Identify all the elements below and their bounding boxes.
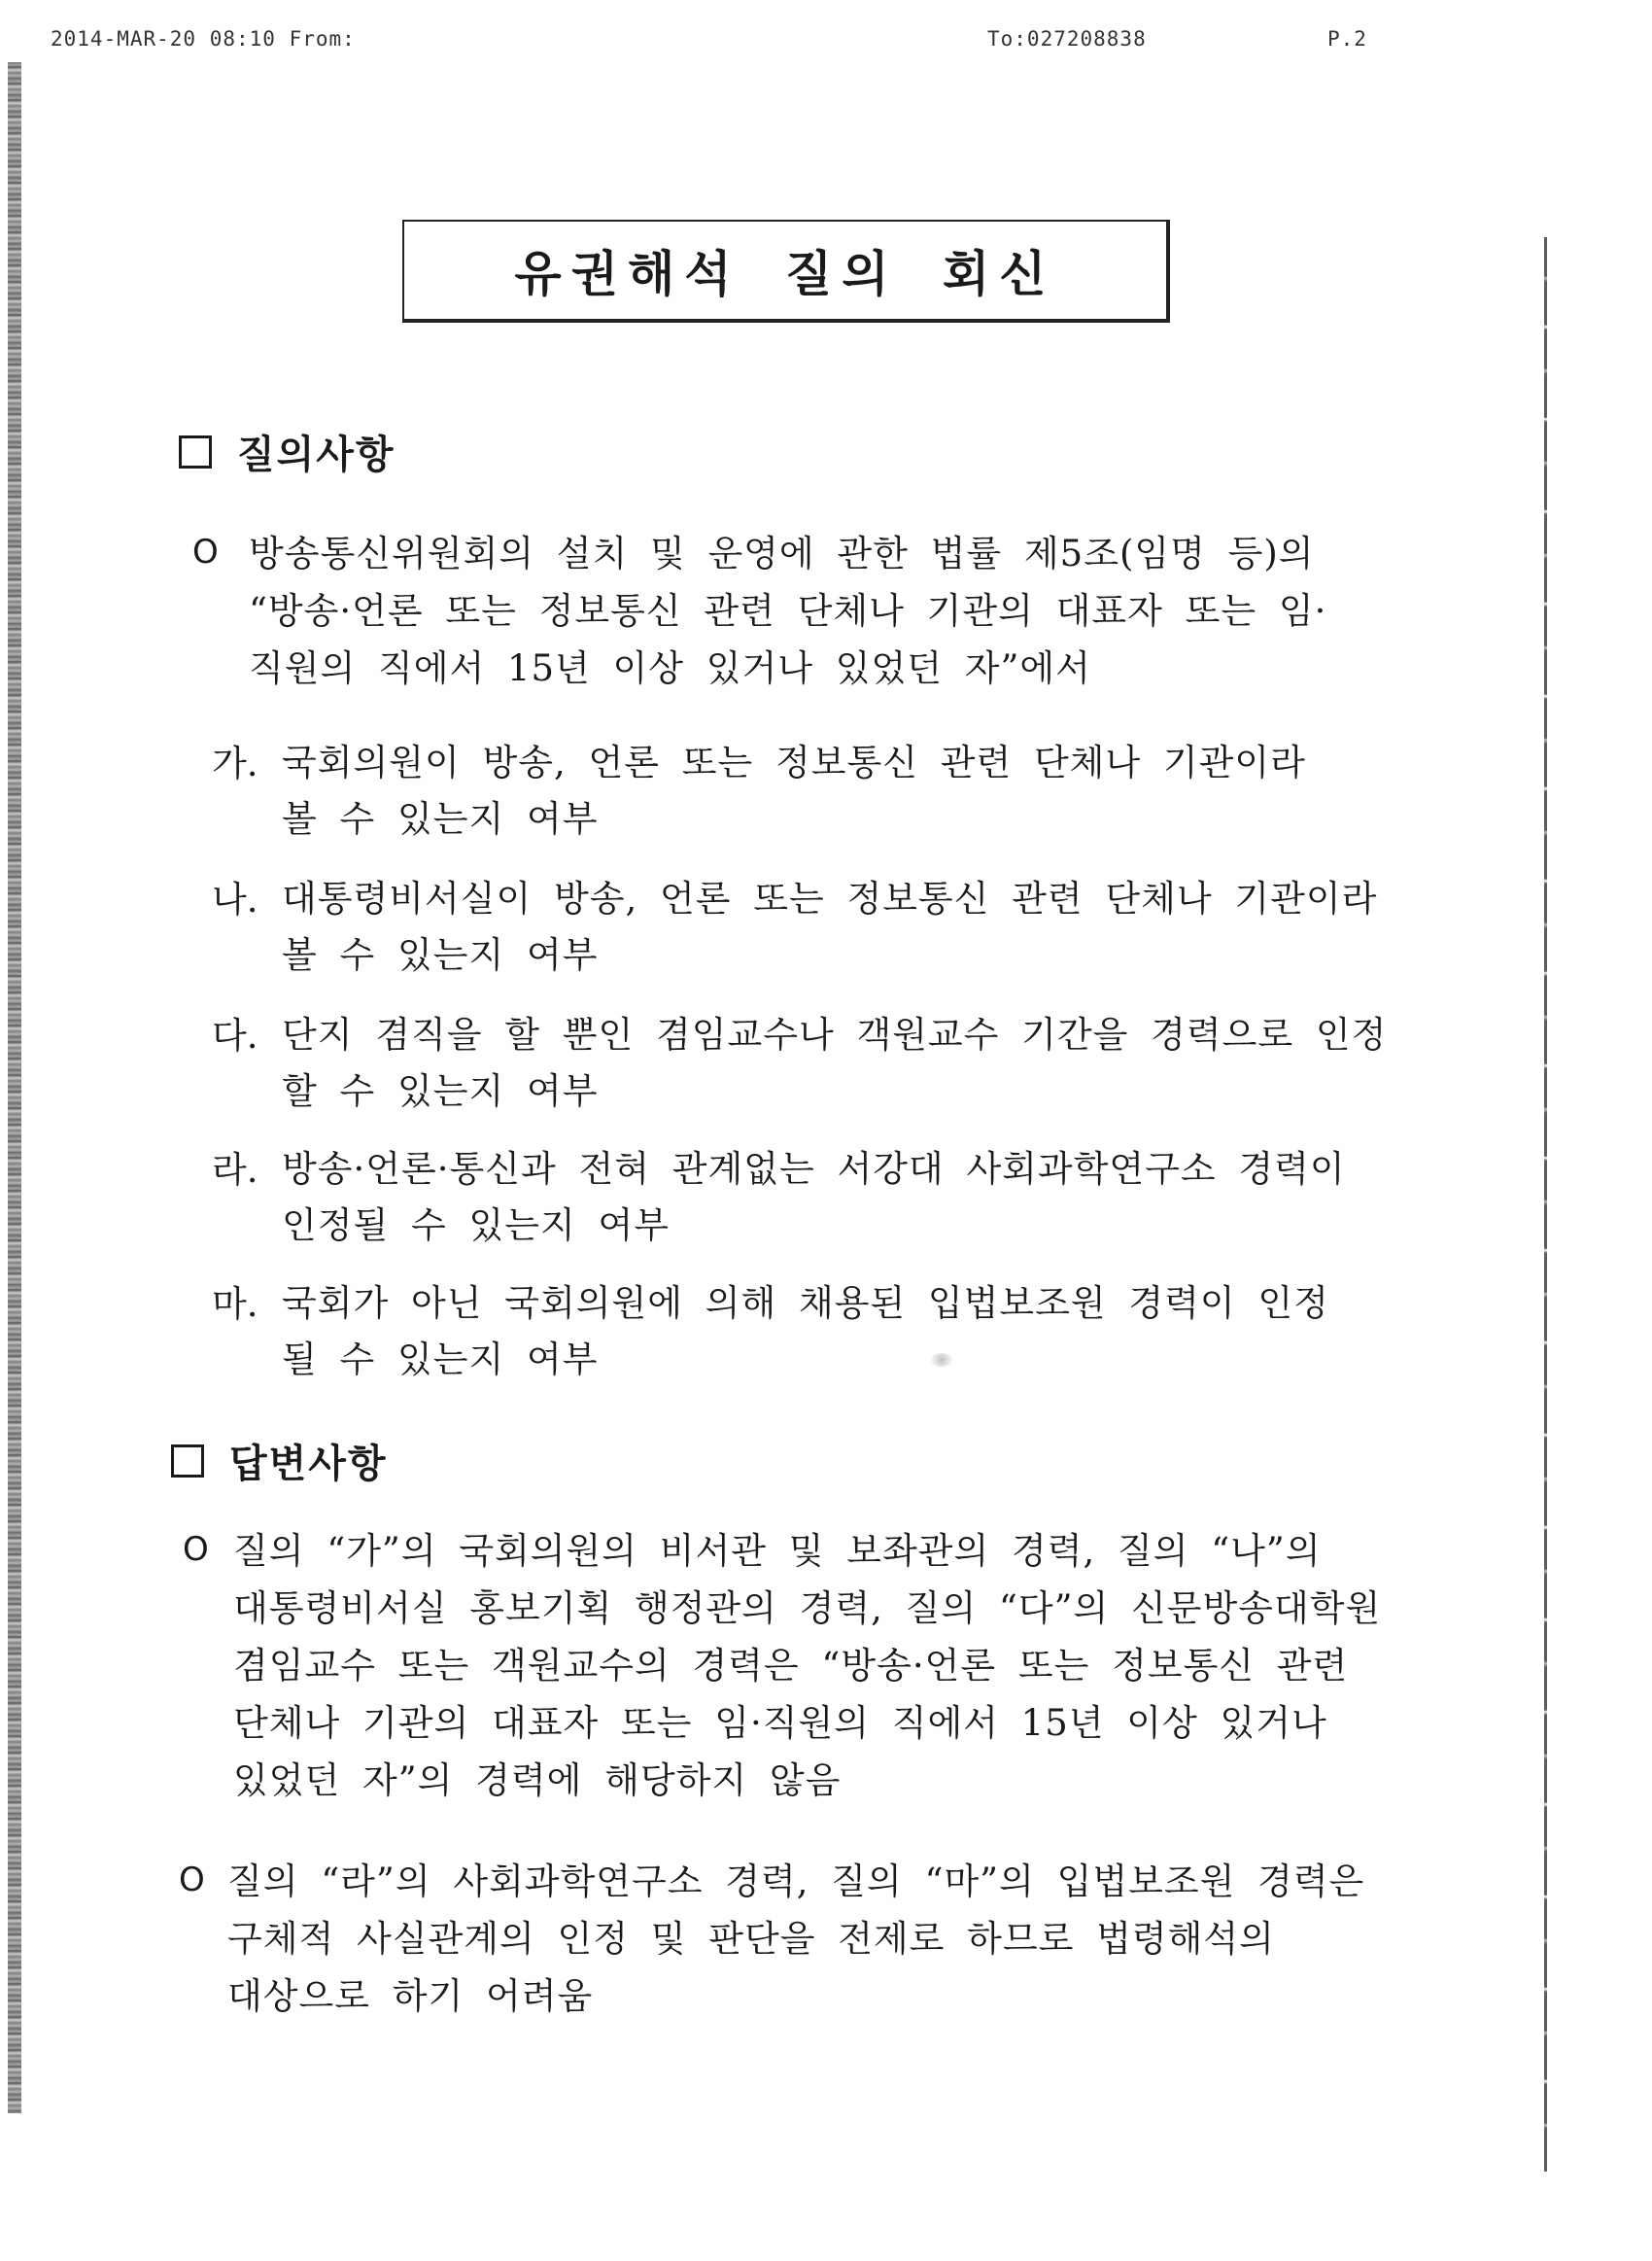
inquiry-item-line: 볼 수 있는지 여부 — [282, 934, 599, 976]
inquiry-item-line: 인정될 수 있는지 여부 — [282, 1204, 670, 1246]
answer-section-heading — [171, 1433, 388, 1488]
answer-line: 질의 “라”의 사회과학연구소 경력, 질의 “마”의 입법보조원 경력은 — [227, 1861, 1365, 1902]
answer-line: 있었던 자”의 경력에 해당하지 않음 — [233, 1759, 842, 1801]
inquiry-item-line: 볼 수 있는지 여부 — [282, 798, 599, 840]
fax-page-number: P.2 — [1327, 27, 1367, 51]
inquiry-item-line: 할 수 있는지 여부 — [282, 1070, 599, 1112]
inquiry-item-line: 국회의원이 방송, 언론 또는 정보통신 관련 단체나 기관이라 — [282, 742, 1306, 783]
fax-to-number: To:027208838 — [987, 27, 1147, 51]
answer-heading: 답변사항 — [229, 1442, 388, 1486]
scan-smudge — [931, 1353, 952, 1367]
inquiry-item-line: 대통령비서실이 방송, 언론 또는 정보통신 관련 단체나 기관이라 — [282, 878, 1378, 920]
item-label: 라. — [212, 1149, 258, 1191]
answer-line: 겸임교수 또는 객원교수의 경력은 “방송·언론 또는 정보통신 관련 — [233, 1645, 1349, 1687]
inquiry-heading: 질의사항 — [237, 433, 396, 477]
inquiry-intro — [249, 525, 1415, 697]
answer-line: 구체적 사실관계의 인정 및 판단을 전제로 하므로 법령해석의 — [227, 1918, 1275, 1960]
fax-datetime-from: 2014-MAR-20 08:10 From: — [51, 27, 356, 51]
scan-right-edge-line — [1544, 237, 1547, 2172]
scan-left-edge-noise — [8, 62, 21, 2113]
inquiry-item — [282, 1275, 1419, 1388]
fax-header — [51, 27, 1594, 56]
item-label: 가. — [212, 743, 258, 784]
answer-line: 대통령비서실 홍보기획 행정관의 경력, 질의 “다”의 신문방송대학원 — [233, 1587, 1382, 1629]
checkbox-square-icon — [171, 1444, 204, 1478]
inquiry-item-line: 될 수 있는지 여부 — [282, 1339, 599, 1380]
title-box — [402, 220, 1170, 323]
answer-bullet: O — [183, 1530, 209, 1569]
answer-line: 질의 “가”의 국회의원의 비서관 및 보좌관의 경력, 질의 “나”의 — [233, 1530, 1322, 1572]
document-title: 유권해석 질의 회신 — [514, 246, 1056, 302]
inquiry-bullet: O — [192, 533, 219, 572]
inquiry-item — [282, 1141, 1419, 1254]
item-label: 다. — [212, 1015, 258, 1057]
checkbox-square-icon — [179, 435, 212, 469]
answer-line: 대상으로 하기 어려움 — [227, 1975, 594, 2017]
inquiry-item — [282, 735, 1419, 848]
inquiry-item — [282, 871, 1419, 984]
answer-paragraph-1 — [233, 1522, 1419, 1809]
inquiry-item-line: 단지 겸직을 할 뿐인 겸임교수나 객원교수 기간을 경력으로 인정 — [282, 1014, 1388, 1056]
inquiry-section-heading — [179, 424, 396, 479]
answer-paragraph-2 — [227, 1853, 1419, 2025]
inquiry-item-line: 국회가 아닌 국회의원에 의해 채용된 입법보조원 경력이 인정 — [282, 1282, 1329, 1324]
item-label: 나. — [212, 879, 258, 921]
inquiry-item — [282, 1007, 1419, 1120]
answer-bullet: O — [179, 1861, 205, 1899]
inquiry-intro-line: 방송통신위원회의 설치 및 운영에 관한 법률 제5조(임명 등)의 — [249, 533, 1315, 574]
inquiry-intro-line: 직원의 직에서 15년 이상 있거나 있었던 자”에서 — [249, 647, 1091, 689]
inquiry-intro-line: “방송·언론 또는 정보통신 관련 단체나 기관의 대표자 또는 임· — [249, 590, 1327, 632]
answer-line: 단체나 기관의 대표자 또는 임·직원의 직에서 15년 이상 있거나 — [233, 1702, 1327, 1744]
inquiry-item-line: 방송·언론·통신과 전혀 관계없는 서강대 사회과학연구소 경력이 — [282, 1148, 1346, 1190]
item-label: 마. — [212, 1283, 258, 1325]
